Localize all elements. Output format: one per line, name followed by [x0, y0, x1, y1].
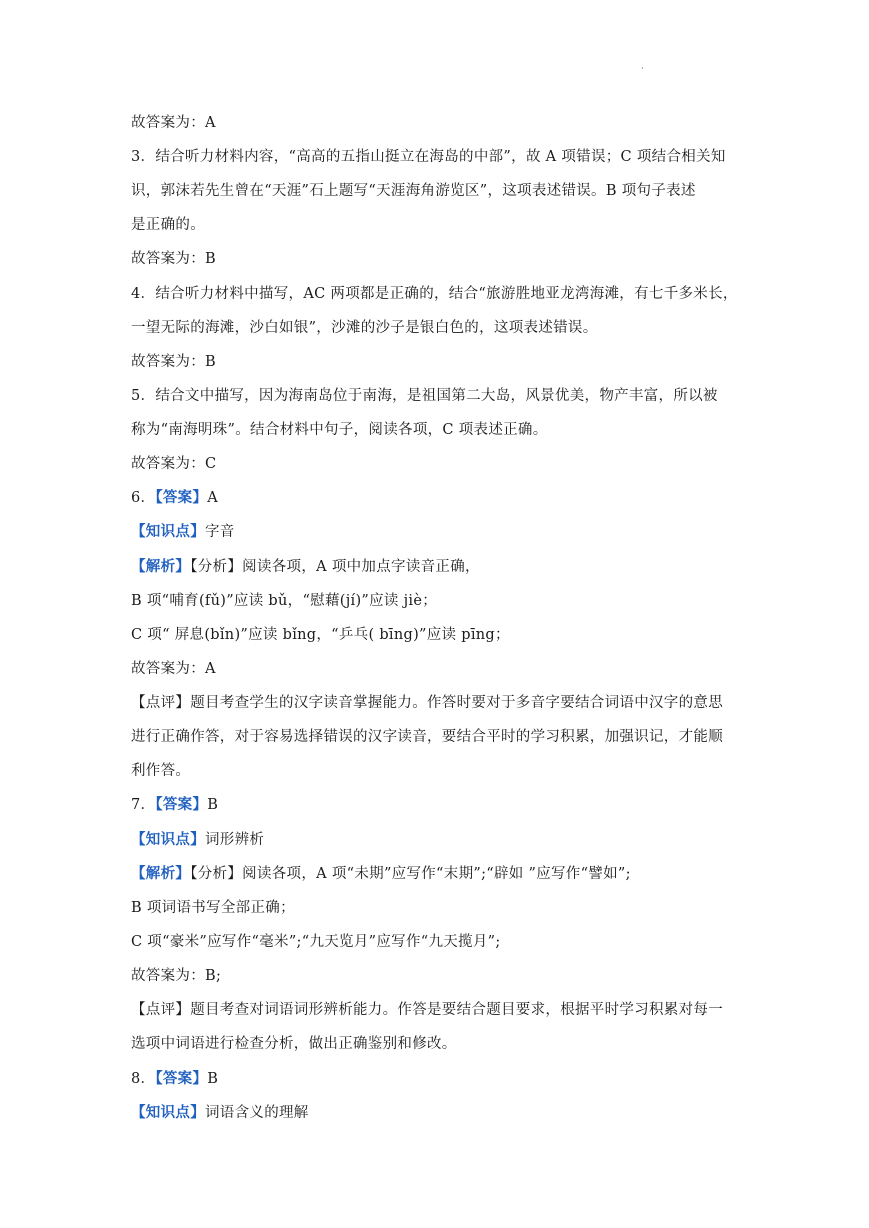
text-line: 故答案为：B: [131, 251, 216, 267]
knowledge-tag: 【知识点】: [131, 1104, 205, 1121]
text-line: 一望无际的海滩，沙白如银”，沙滩的沙子是银白色的，这项表述错误。: [131, 320, 598, 336]
analysis-tag: 【解析】: [131, 865, 191, 882]
text-line: 故答案为：C: [131, 456, 217, 472]
text-line: 5．结合文中描写，因为海南岛位于南海，是祖国第二大岛，风景优美，物产丰富，所以被: [131, 388, 718, 404]
text-line: 故答案为：B: [131, 354, 216, 370]
text-line: 【点评】题目考查对词语词形辨析能力。作答是要结合题目要求，根据平时学习积累对每一: [131, 1002, 723, 1018]
answer-tag: 【答案】: [155, 489, 208, 506]
answer-tag: 【答案】: [155, 1070, 208, 1087]
text-line: 故答案为：A: [131, 661, 216, 677]
text-line: 故答案为：B;: [131, 968, 222, 984]
text-line: B 项词语书写全部正确；: [131, 900, 295, 916]
text-line: C 项“ 屏息(bǐn)”应读 bǐng，“乒乓( bīng)”应读 pīng；: [131, 627, 510, 643]
header-mark: ·: [641, 64, 644, 74]
text-line: 利作答。: [131, 763, 191, 779]
answer-line: 8．【答案】B: [131, 1070, 219, 1087]
analysis-tag: 【解析】: [131, 558, 191, 575]
answer-tag: 【答案】: [155, 796, 208, 813]
text-line: C 项“豪米”应写作“毫米”;“九天览月”应写作“九天揽月”;: [131, 934, 501, 950]
text-line: 故答案为：A: [131, 115, 216, 131]
knowledge-tag: 【知识点】: [131, 523, 205, 540]
analysis-line: 【解析】【分析】阅读各项，A 项中加点字读音正确，: [131, 558, 480, 575]
text-line: 是正确的。: [131, 217, 205, 233]
knowledge-line: 【知识点】字音: [131, 523, 235, 540]
answer-line: 6．【答案】A: [131, 489, 219, 506]
text-line: B 项“哺育(fǔ)”应读 bǔ，“慰藉(jí)”应读 jiè；: [131, 593, 438, 609]
knowledge-tag: 【知识点】: [131, 831, 205, 848]
analysis-line: 【解析】【分析】阅读各项，A 项“未期”应写作“末期”;“辟如 ”应写作“譬如”;: [131, 865, 631, 882]
text-line: 进行正确作答，对于容易选择错误的汉字读音，要结合平时的学习积累，加强识记，才能顺: [131, 729, 723, 745]
text-line: 【点评】题目考查学生的汉字读音掌握能力。作答时要对于多音字要结合词语中汉字的意思: [131, 695, 723, 711]
text-line: 称为“南海明珠”。结合材料中句子，阅读各项，C 项表述正确。: [131, 422, 548, 438]
answer-line: 7．【答案】B: [131, 796, 219, 813]
text-line: 识，郭沫若先生曾在“天涯”石上题写“天涯海角游览区”，这项表述错误。B 项句子表述: [131, 183, 696, 199]
text-line: 4．结合听力材料中描写，AC 两项都是正确的，结合“旅游胜地亚龙湾海滩，有七千多米长，: [131, 286, 738, 302]
text-line: 3．结合听力材料内容，“高高的五指山挺立在海岛的中部”，故 A 项错误；C 项结合相关知: [131, 149, 726, 165]
text-line: 选项中词语进行检查分析，做出正确鉴别和修改。: [131, 1036, 457, 1052]
knowledge-line: 【知识点】词语含义的理解: [131, 1104, 309, 1121]
knowledge-line: 【知识点】词形辨析: [131, 831, 265, 848]
